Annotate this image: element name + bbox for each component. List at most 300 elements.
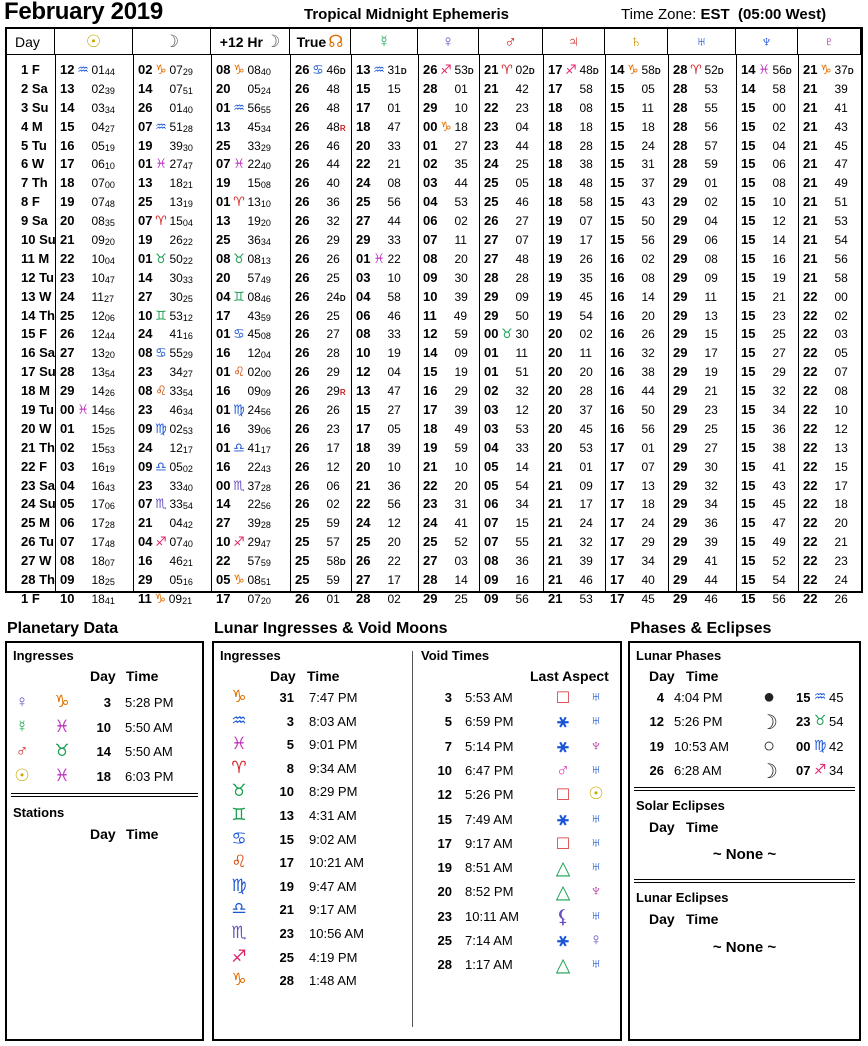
seconds: 10	[260, 199, 271, 210]
position-cell	[356, 477, 401, 496]
degree: 22	[803, 553, 818, 569]
degree: 01	[138, 156, 153, 172]
aries-icon: ♈	[501, 62, 513, 77]
minutes: 07	[834, 365, 848, 380]
minutes: 02	[454, 214, 468, 229]
position-cell	[484, 174, 529, 193]
degree: 09	[60, 572, 75, 588]
table-row	[7, 439, 861, 458]
position-cell	[60, 495, 115, 514]
table-row	[7, 212, 861, 231]
degree: 23	[484, 118, 499, 134]
table-row	[7, 155, 861, 174]
position-cell	[138, 99, 193, 118]
ingress-day: 3	[103, 695, 111, 710]
sign-icon: ♌	[231, 852, 247, 872]
minutes: 10	[454, 459, 468, 474]
degree: 29	[673, 534, 688, 550]
position-cell	[138, 80, 193, 99]
degree: 04	[138, 534, 153, 550]
degree: 28	[484, 269, 499, 285]
degree: 17	[610, 534, 625, 550]
sign-icon: ♍	[813, 736, 827, 753]
position-cell	[741, 344, 786, 363]
position-cell	[673, 99, 718, 118]
minutes: 43	[834, 119, 848, 134]
table-row	[7, 514, 861, 533]
position-cell	[673, 137, 718, 156]
minutes: 12	[169, 440, 183, 455]
degree: 28	[673, 156, 688, 172]
degree: 26	[295, 250, 310, 266]
table-row	[7, 325, 861, 344]
position-cell	[138, 514, 193, 533]
minutes: 07	[169, 535, 183, 550]
degree: 27	[60, 345, 75, 361]
seconds: 19	[104, 463, 115, 474]
degree: 22	[356, 156, 371, 172]
degree: 15	[610, 137, 625, 153]
position-cell	[216, 571, 271, 590]
degree: 16	[610, 250, 625, 266]
position-cell	[356, 269, 401, 288]
degree: 25	[295, 572, 310, 588]
position-cell	[741, 533, 786, 552]
day-label: 1 F	[21, 62, 40, 77]
minutes: 18	[454, 119, 468, 134]
position-cell	[295, 495, 340, 514]
minutes: 04	[91, 119, 105, 134]
position-cell	[423, 325, 468, 344]
degree: 15	[610, 213, 625, 229]
capricorn-icon: ♑	[155, 62, 167, 77]
position-cell	[60, 80, 115, 99]
ingress-day: 31	[279, 690, 294, 705]
lunar-eclipse-day-header: Day	[649, 911, 675, 927]
position-cell	[548, 401, 593, 420]
degree: 15	[741, 175, 756, 191]
column-header	[211, 29, 290, 55]
minutes: 27	[454, 138, 468, 153]
degree: 15	[610, 99, 625, 115]
seconds: 12	[182, 312, 193, 323]
sign-icon: ♓	[231, 734, 247, 754]
seconds: 29	[182, 350, 193, 361]
minutes: 37	[579, 403, 593, 418]
minutes: 20	[454, 478, 468, 493]
cancer-icon: ♋	[312, 62, 324, 77]
degree: 26	[295, 62, 310, 77]
minutes: 45	[641, 591, 655, 606]
seconds: 54	[104, 369, 115, 380]
ingress-time: 9:47 AM	[309, 878, 357, 894]
minutes: 21	[387, 157, 401, 172]
minutes: 46	[387, 308, 401, 323]
degree: 15	[356, 80, 371, 96]
minutes: 12	[91, 308, 105, 323]
minutes: 46	[515, 195, 529, 210]
degree: 19	[548, 307, 563, 323]
position-cell	[423, 401, 468, 420]
position-cell	[803, 477, 848, 496]
degree: 26	[295, 383, 310, 399]
table-row	[7, 61, 861, 80]
minutes: 09	[247, 384, 261, 399]
position-cell	[741, 99, 786, 118]
minutes: 37	[834, 63, 848, 77]
minutes: 56	[704, 119, 718, 134]
degree: 29	[673, 590, 688, 606]
seconds: 59	[260, 312, 271, 323]
degree: 18	[356, 439, 371, 455]
degree: 15	[741, 383, 756, 399]
sign-icon: ♊	[231, 805, 247, 824]
seconds: 42	[182, 520, 193, 531]
degree: 09	[484, 572, 499, 588]
minutes: 09	[168, 591, 183, 606]
degree: 25	[60, 307, 75, 323]
day-label: 20 W	[21, 420, 52, 436]
table-row	[7, 80, 861, 99]
position-cell	[548, 118, 593, 137]
planet-icon: ♀	[15, 692, 29, 711]
seconds: 08	[260, 331, 271, 342]
position-cell	[423, 590, 468, 609]
degree: 21	[803, 99, 818, 115]
ingress-time: 6:03 PM	[125, 768, 174, 784]
degree: 16	[216, 383, 231, 399]
minutes: 59	[326, 516, 340, 531]
position-cell	[356, 458, 401, 477]
degree: 29	[673, 420, 688, 436]
minutes: 34	[515, 497, 529, 512]
seconds: 07	[104, 558, 115, 569]
sign-icon: ♉	[231, 781, 247, 801]
degree: 22	[484, 99, 499, 115]
void-day: 12	[437, 787, 452, 803]
position-cell	[138, 137, 193, 156]
degree: 25	[423, 534, 438, 550]
minutes: 13	[641, 478, 655, 493]
minutes: 08	[247, 63, 261, 77]
mercury-icon: ☿	[377, 31, 391, 51]
minutes: 37	[247, 478, 261, 493]
minutes: 07	[641, 459, 655, 474]
degree: 22	[60, 250, 75, 266]
position-cell	[295, 477, 340, 496]
ingress-day: 23	[279, 926, 294, 941]
day-label: 21 Th	[21, 439, 55, 455]
degree: 15	[741, 515, 756, 531]
position-cell	[138, 571, 193, 590]
minutes: 01	[704, 176, 718, 191]
degree: 26	[295, 288, 310, 304]
position-cell	[138, 288, 193, 307]
minutes: 29	[326, 384, 340, 399]
minutes: 53	[834, 214, 848, 229]
degree: 14	[60, 99, 75, 115]
degree: 05	[484, 458, 499, 474]
position-cell	[673, 118, 718, 137]
position-cell	[138, 250, 193, 269]
sign-icon: ♐	[231, 946, 247, 966]
seconds: 40	[182, 104, 193, 115]
degree: 05	[216, 572, 231, 588]
column-divider	[412, 651, 413, 1027]
position-cell	[484, 99, 529, 118]
degree: 17	[548, 80, 563, 96]
minutes: 33	[515, 440, 529, 455]
minutes: 32	[704, 478, 718, 493]
position-cell	[60, 193, 115, 212]
seconds: 34	[104, 104, 115, 115]
column-header	[668, 29, 736, 55]
stations-label: Stations	[13, 805, 65, 820]
seconds: 08	[260, 180, 271, 191]
degree: 17	[60, 156, 75, 172]
degree: 25	[295, 553, 310, 569]
degree: 21	[803, 80, 818, 96]
minutes: 18	[834, 497, 848, 512]
sign-icon: ♍	[231, 875, 247, 895]
minutes: 28	[515, 270, 529, 285]
minutes: 29	[326, 365, 340, 380]
minutes: 04	[515, 119, 529, 134]
minutes: 08	[247, 251, 261, 266]
minutes: 09	[515, 289, 529, 304]
minutes: 26	[326, 251, 340, 266]
sign-icon: ♎	[231, 899, 247, 919]
void-day: 28	[437, 957, 452, 973]
position-cell	[138, 533, 193, 552]
degree: 25	[356, 194, 371, 210]
minutes: 01	[641, 440, 655, 455]
position-cell	[803, 552, 848, 571]
seconds: 43	[104, 482, 115, 493]
minutes: 15	[834, 459, 848, 474]
minutes: 46	[326, 138, 340, 153]
minutes: 22	[387, 251, 401, 266]
degree: 29	[673, 553, 688, 569]
sign-icon: ♉	[54, 741, 70, 760]
degree: 15	[610, 80, 625, 96]
degree: 20	[548, 420, 563, 436]
seconds: 54	[182, 388, 193, 399]
minutes: 39	[387, 440, 401, 455]
degree: 26	[295, 156, 310, 172]
table-row	[7, 193, 861, 212]
minutes: 30	[454, 270, 468, 285]
position-cell	[610, 193, 655, 212]
minutes: 15	[91, 421, 105, 436]
minutes: 21	[834, 535, 848, 550]
position-cell	[216, 420, 271, 439]
position-cell	[138, 495, 193, 514]
position-cell	[423, 212, 468, 231]
sign-icon: ♑	[231, 687, 247, 706]
degree: 04	[356, 288, 371, 304]
time-header: Time	[126, 668, 159, 684]
sign-icon: ♒	[231, 710, 247, 730]
ingress-time: 8:29 PM	[309, 784, 358, 800]
degree: 28	[423, 572, 438, 588]
position-cell	[295, 288, 346, 307]
pisces-icon: ♓	[155, 156, 167, 172]
minutes: 57	[247, 554, 261, 569]
minutes: 05	[387, 421, 401, 436]
minutes: 26	[579, 251, 593, 266]
minutes: 53	[515, 421, 529, 436]
sign-icon: ♓	[54, 716, 70, 736]
position-cell	[548, 61, 599, 80]
minutes: 26	[834, 591, 848, 606]
minutes: 08	[91, 214, 105, 229]
degree: 26	[295, 590, 310, 606]
position-cell	[356, 193, 401, 212]
aspect-icon: □	[557, 784, 569, 806]
degree: 14	[610, 62, 625, 77]
sagittarius-icon: ♐	[565, 62, 577, 77]
pisces-icon: ♓	[758, 62, 770, 77]
position-cell	[356, 118, 401, 137]
position-cell	[423, 344, 468, 363]
minutes: 30	[169, 289, 183, 304]
minutes: 39	[169, 138, 183, 153]
position-cell	[673, 155, 718, 174]
degree: 03	[484, 402, 499, 418]
minutes: 17	[91, 497, 105, 512]
minutes: 58	[326, 554, 340, 569]
minutes: 09	[91, 233, 105, 248]
minutes: 02	[326, 497, 340, 512]
degree: 29	[673, 326, 688, 342]
minutes: 54	[515, 478, 529, 493]
degree: 03	[484, 420, 499, 436]
degree: 24	[423, 515, 438, 531]
position-cell	[423, 288, 468, 307]
void-day: 15	[437, 811, 452, 827]
position-cell	[610, 250, 655, 269]
position-cell	[423, 533, 468, 552]
position-cell	[673, 571, 718, 590]
degree: 15	[741, 534, 756, 550]
table-row	[7, 382, 861, 401]
phase-time: 5:26 PM	[674, 714, 723, 730]
minutes: 23	[834, 554, 848, 569]
aries-icon: ♈	[233, 194, 245, 210]
minutes: 52	[772, 554, 786, 569]
degree: 11	[423, 307, 437, 323]
position-cell	[741, 325, 786, 344]
degree: 28	[673, 137, 688, 153]
cancer-icon: ♋	[233, 326, 245, 342]
minutes: 39	[834, 81, 848, 96]
aspect-icon: ⚹	[557, 808, 569, 830]
minutes: 13	[169, 195, 183, 210]
minutes: 17	[704, 346, 718, 361]
minutes: 05	[91, 138, 105, 153]
minutes: 17	[579, 233, 593, 248]
position-cell	[610, 344, 655, 363]
sign-icon: ♉	[813, 712, 827, 729]
degree: 07	[138, 496, 153, 512]
minutes: 30	[169, 270, 183, 285]
position-cell	[803, 250, 848, 269]
void-time: 9:17 AM	[465, 835, 513, 851]
minutes: 31	[454, 497, 468, 512]
minutes: 04	[387, 365, 401, 380]
position-cell	[60, 363, 115, 382]
minutes: 50	[641, 403, 655, 418]
moon-phase-icon: ○	[762, 734, 776, 757]
position-cell	[673, 212, 718, 231]
seconds: 28	[104, 520, 115, 531]
seconds: 25	[182, 293, 193, 304]
degree: 21	[803, 194, 818, 210]
minutes: 17	[91, 516, 105, 531]
moon-phase-icon: ☽	[760, 761, 778, 784]
position-cell	[295, 401, 340, 420]
minutes: 03	[834, 327, 848, 342]
degree: 29	[673, 288, 688, 304]
ingress-day: 18	[96, 768, 111, 784]
position-cell	[741, 61, 792, 80]
degree: 14	[741, 80, 756, 96]
degree: 08	[138, 345, 153, 361]
minutes: 36	[387, 478, 401, 493]
position-cell	[803, 533, 848, 552]
degree: 22	[803, 420, 818, 436]
minutes: 31	[387, 63, 401, 77]
degree: 26	[295, 137, 310, 153]
position-cell	[216, 269, 271, 288]
degree: 02	[484, 383, 499, 399]
moon-phase-icon: ●	[762, 686, 776, 708]
position-cell	[423, 174, 468, 193]
column-header	[543, 29, 605, 55]
planet-icon: ♅	[589, 759, 603, 779]
aquarius-icon: ♒	[233, 99, 245, 115]
position-cell	[673, 80, 718, 99]
minutes: 45	[247, 327, 261, 342]
minutes: 58	[579, 195, 593, 210]
position-cell	[673, 174, 718, 193]
column-header	[418, 29, 479, 55]
lunar-eclipses-label: Lunar Eclipses	[636, 890, 729, 905]
minutes: 05	[641, 81, 655, 96]
degree: 13	[138, 175, 153, 191]
minutes: 36	[247, 233, 261, 248]
degree: 26	[295, 364, 310, 380]
page-subtitle: Tropical Midnight Ephemeris	[304, 6, 510, 23]
minutes: 32	[579, 535, 593, 550]
day-label: 16 Sa	[21, 345, 55, 361]
degree: 24	[138, 326, 153, 342]
minutes: 02	[387, 591, 401, 606]
position-cell	[548, 174, 593, 193]
degree: 01	[216, 364, 231, 380]
day-label: 5 Tu	[21, 137, 47, 153]
degree: 19	[138, 232, 153, 248]
position-cell	[610, 174, 655, 193]
sign-icon: ♑	[231, 970, 247, 990]
day-label: 13 W	[21, 288, 52, 304]
position-cell	[60, 99, 115, 118]
degree: 26	[295, 99, 310, 115]
position-cell	[216, 325, 271, 344]
position-cell	[60, 61, 115, 80]
seconds: 46	[260, 293, 271, 304]
